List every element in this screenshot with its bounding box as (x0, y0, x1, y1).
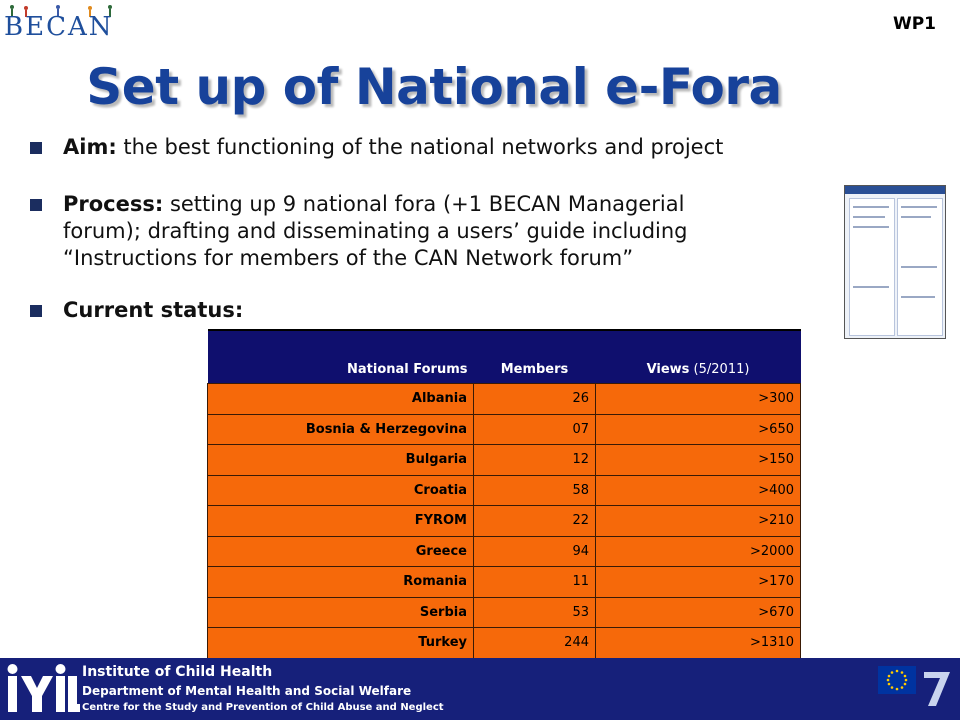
users-guide-thumbnail (844, 185, 946, 339)
cell-members: 12 (474, 445, 596, 476)
bullet-square-icon (30, 142, 42, 154)
bullet-text: setting up 9 national fora (+1 BECAN Managerial forum); drafting and disseminating a users’ guide including “Instructions for members of the CAN Network forum” (63, 192, 688, 270)
cell-country: Albania (208, 384, 474, 415)
table-row (208, 628, 801, 659)
footer-banner (0, 658, 960, 720)
cell-views: >670 (596, 597, 801, 628)
table-row (208, 506, 801, 537)
thumbnail-header-bar (845, 186, 945, 194)
cell-members: 07 (474, 414, 596, 445)
cell-members: 22 (474, 506, 596, 537)
cell-views: >650 (596, 414, 801, 445)
eu-flag-icon (878, 666, 916, 694)
thumbnail-line (853, 286, 889, 288)
thumbnail-column (849, 198, 895, 336)
bullet-status (30, 297, 243, 324)
thumbnail-line (901, 296, 935, 298)
bullet-label: Process: (63, 192, 164, 216)
cell-country: Romania (208, 567, 474, 598)
footer-line-centre: Centre for the Study and Prevention of Child Abuse and Neglect (82, 702, 444, 713)
cell-country: Turkey (208, 628, 474, 659)
cell-members: 94 (474, 536, 596, 567)
becan-logo (4, 4, 116, 44)
footer-line-institute: Institute of Child Health (82, 664, 273, 680)
thumbnail-line (901, 216, 931, 218)
cell-members: 53 (474, 597, 596, 628)
cell-members: 11 (474, 567, 596, 598)
page-title-text: Set up of National e-Fora (86, 58, 782, 116)
table-row (208, 414, 801, 445)
bullet-square-icon (30, 199, 42, 211)
thumbnail-line (853, 216, 885, 218)
thumbnail-line (853, 206, 889, 208)
table-row (208, 384, 801, 415)
table-header-row (208, 330, 801, 384)
cell-country: Croatia (208, 475, 474, 506)
cell-country: FYROM (208, 506, 474, 537)
table-row (208, 597, 801, 628)
bullet-label: Current status: (63, 298, 244, 322)
table-row (208, 445, 801, 476)
cell-country: Serbia (208, 597, 474, 628)
bullet-square-icon (30, 305, 42, 317)
cell-country: Bulgaria (208, 445, 474, 476)
cell-members: 26 (474, 384, 596, 415)
header-views-label: Views (646, 362, 690, 377)
page-title (0, 58, 960, 116)
cell-views: >210 (596, 506, 801, 537)
bullet-label: Aim: (63, 135, 117, 159)
cell-views: >300 (596, 384, 801, 415)
cell-views: >170 (596, 567, 801, 598)
header-views-date: (5/2011) (689, 362, 750, 377)
cell-views: >150 (596, 445, 801, 476)
cell-members: 244 (474, 628, 596, 659)
bullet-aim (30, 134, 723, 161)
footer-line-department: Department of Mental Health and Social Welfare (82, 684, 412, 698)
table-row (208, 475, 801, 506)
thumbnail-line (901, 266, 937, 268)
cell-members: 58 (474, 475, 596, 506)
table-row (208, 567, 801, 598)
bullet-process (30, 191, 760, 272)
table-row (208, 536, 801, 567)
thumbnail-line (901, 206, 937, 208)
fp7-logo-icon (920, 664, 954, 714)
thumbnail-line (853, 226, 889, 228)
logo-text: BECAN (4, 12, 114, 42)
cell-country: Greece (208, 536, 474, 567)
header-views (596, 330, 801, 384)
cell-views: >400 (596, 475, 801, 506)
table-body (208, 384, 801, 659)
wp-label: WP1 (892, 14, 936, 34)
cell-views: >2000 (596, 536, 801, 567)
institute-logo-icon (4, 662, 80, 716)
cell-country: Bosnia & Herzegovina (208, 414, 474, 445)
header-national-forums: National Forums (208, 330, 474, 384)
header-members: Members (474, 330, 596, 384)
forums-table (207, 329, 801, 659)
cell-views: >1310 (596, 628, 801, 659)
bullet-text: the best functioning of the national networks and project (116, 135, 724, 159)
